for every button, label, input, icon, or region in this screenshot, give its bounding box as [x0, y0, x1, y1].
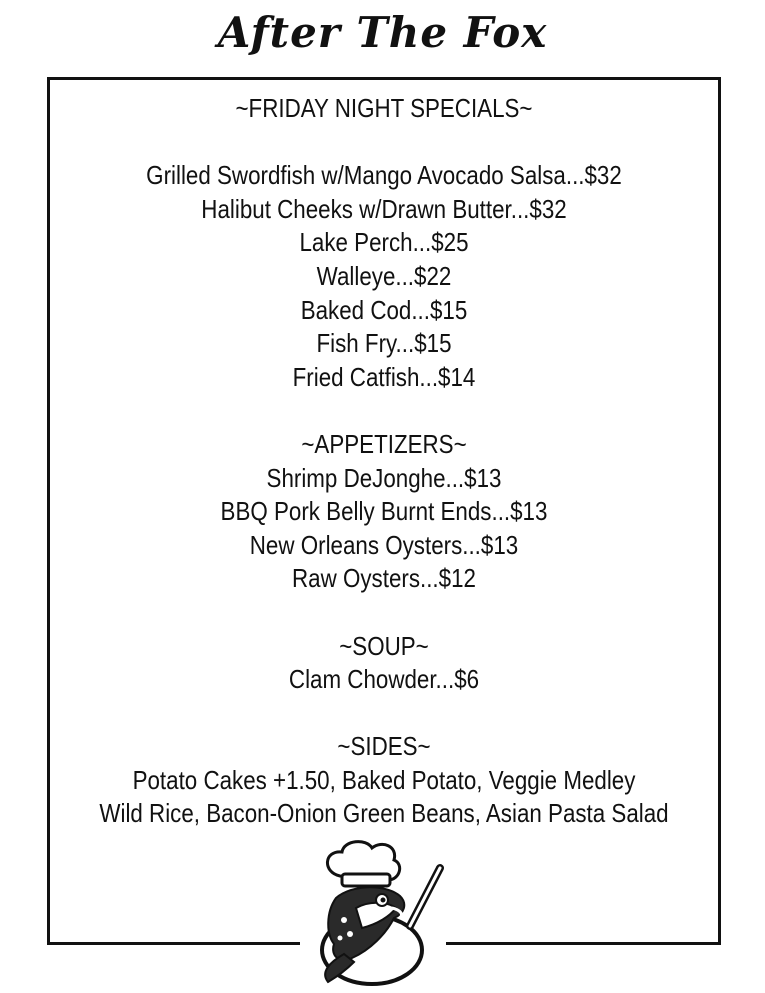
sides-heading: ~SIDES~ — [337, 731, 431, 762]
section-spacer — [94, 697, 674, 731]
menu-item: BBQ Pork Belly Burnt Ends...$13 — [220, 496, 548, 527]
section-spacer — [94, 596, 674, 630]
menu-item: Grilled Swordfish w/Mango Avocado Salsa...$32 — [146, 160, 622, 191]
section-spacer — [94, 394, 674, 428]
section-spacer — [94, 126, 674, 160]
menu-item: Lake Perch...$25 — [299, 227, 469, 258]
specials-heading: ~FRIDAY NIGHT SPECIALS~ — [235, 93, 533, 123]
menu-item: New Orleans Oysters...$13 — [249, 529, 519, 560]
chef-fish-icon — [300, 838, 450, 988]
appetizers-heading: ~APPETIZERS~ — [301, 428, 467, 459]
specials-section — [94, 92, 674, 394]
menu-item: Wild Rice, Bacon-Onion Green Beans, Asian Pasta Salad — [99, 798, 669, 829]
menu-item: Clam Chowder...$6 — [288, 664, 480, 695]
menu-item: Fried Catfish...$14 — [292, 361, 476, 392]
menu-item: Halibut Cheeks w/Drawn Butter...$32 — [201, 193, 567, 224]
restaurant-name: After The Fox — [217, 8, 548, 57]
menu-item: Shrimp DeJonghe...$13 — [266, 462, 502, 493]
menu-item: Potato Cakes +1.50, Baked Potato, Veggie Medley — [132, 764, 636, 795]
menu-item: Raw Oysters...$12 — [292, 563, 476, 594]
menu-item: Walleye...$22 — [316, 260, 452, 291]
menu-item: Baked Cod...$15 — [300, 294, 468, 325]
menu-content — [94, 92, 674, 831]
menu-item: Fish Fry...$15 — [316, 328, 452, 359]
soup-heading: ~SOUP~ — [339, 630, 429, 661]
sides-section — [94, 730, 674, 831]
appetizers-section — [94, 428, 674, 596]
soup-section — [94, 630, 674, 697]
